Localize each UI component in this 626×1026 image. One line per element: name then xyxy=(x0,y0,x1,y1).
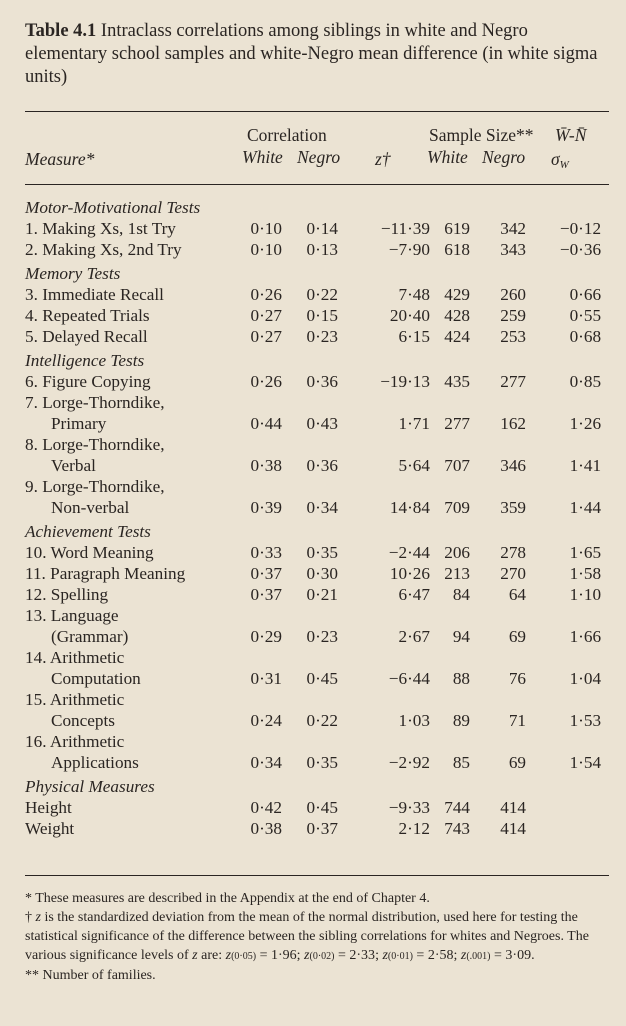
measure-label: 10. Word Meaning xyxy=(25,543,154,562)
n-negro: 76 xyxy=(508,669,526,688)
measure-label: Computation xyxy=(51,669,141,688)
table-row xyxy=(25,326,609,347)
table-row xyxy=(25,584,609,605)
measure-label: 15. Arithmetic xyxy=(25,690,125,709)
table-row xyxy=(25,818,609,839)
header-sigma-sub: W xyxy=(559,159,569,171)
section-header xyxy=(25,518,609,542)
z-value: 2·12 xyxy=(398,819,430,838)
measure-label: 2. Making Xs, 2nd Try xyxy=(25,240,182,259)
corr-negro: 0·36 xyxy=(306,372,338,391)
corr-white: 0·26 xyxy=(250,285,282,304)
corr-white: 0·27 xyxy=(250,327,282,346)
table-row xyxy=(25,239,609,260)
z-value: 6·15 xyxy=(398,327,430,346)
n-negro: 64 xyxy=(508,585,526,604)
z-value: 5·64 xyxy=(398,456,430,475)
measure-label: Concepts xyxy=(51,711,115,730)
n-negro: 71 xyxy=(508,711,526,730)
mean-diff: 0·66 xyxy=(569,285,602,304)
corr-negro: 0·23 xyxy=(306,627,338,646)
table-row-label-line xyxy=(25,392,609,413)
measure-label: 13. Language xyxy=(25,606,119,625)
n-white: 743 xyxy=(444,819,470,838)
section-title: Intelligence Tests xyxy=(25,351,145,370)
measure-label: 8. Lorge-Thorndike, xyxy=(25,435,165,454)
corr-white: 0·24 xyxy=(250,711,282,730)
header-correlation-negro: Negro xyxy=(297,147,341,167)
mean-diff: 0·68 xyxy=(569,327,602,346)
table-caption-text: Intraclass correlations among siblings in white and Negro elementary school samples and white-Negro mean difference (in white sigma units) xyxy=(25,21,598,87)
z-value: −2·44 xyxy=(388,543,430,562)
measure-label: 1. Making Xs, 1st Try xyxy=(25,219,176,238)
corr-negro: 0·37 xyxy=(306,819,338,838)
n-negro: 343 xyxy=(500,240,526,259)
corr-white: 0·37 xyxy=(250,564,282,583)
mean-diff: 1·66 xyxy=(569,627,602,646)
corr-negro: 0·22 xyxy=(306,285,338,304)
significance-level: z(0·02) = 2·33 xyxy=(304,948,376,963)
section-header xyxy=(25,773,609,797)
measure-label: Non-verbal xyxy=(51,498,130,517)
mean-diff: −0·36 xyxy=(559,240,602,259)
header-rule xyxy=(25,184,609,185)
corr-white: 0·31 xyxy=(250,669,282,688)
table-row xyxy=(25,710,609,731)
n-negro: 278 xyxy=(500,543,526,562)
corr-negro: 0·43 xyxy=(306,414,338,433)
z-value: 20·40 xyxy=(389,306,430,325)
z-value: −11·39 xyxy=(380,219,430,238)
footnotes xyxy=(25,889,609,985)
header-sample-negro: Negro xyxy=(482,147,526,167)
table-row-label-line xyxy=(25,605,609,626)
mean-diff: 0·85 xyxy=(569,372,602,391)
measure-label: (Grammar) xyxy=(51,627,129,646)
n-negro: 260 xyxy=(500,285,526,304)
mean-diff xyxy=(534,797,609,818)
header-mean-diff: W̄-N̄ xyxy=(555,125,587,145)
measure-label: Verbal xyxy=(51,456,96,475)
section-header xyxy=(25,260,609,284)
section-title: Achievement Tests xyxy=(25,522,151,541)
n-white: 435 xyxy=(444,372,470,391)
corr-white: 0·27 xyxy=(250,306,282,325)
section-header xyxy=(25,347,609,371)
z-value: −9·33 xyxy=(388,798,430,817)
z-value: −19·13 xyxy=(380,372,430,391)
z-value: −6·44 xyxy=(388,669,430,688)
header-sample-size: Sample Size** xyxy=(429,125,534,145)
significance-levels: z(0·05) = 1·96; z(0·02) = 2·33; z(0·01) = 2·58; z(.001) = 3·09. xyxy=(225,948,535,963)
corr-white: 0·38 xyxy=(250,456,282,475)
n-negro: 277 xyxy=(500,372,526,391)
corr-negro: 0·36 xyxy=(306,456,338,475)
mean-diff: 1·54 xyxy=(569,753,602,772)
footnote-z: † z is the standardized deviation from the mean of the normal distribution, used here for testing the statistical significance of the difference between the sibling correlations for whites and Negroes. The various significance levels of z are: z(0·05) = 1·96; z(0·02) = 2·33; z(0·01) = 2·58; z(.001) = 3·09. xyxy=(25,910,589,963)
table-row-label-line xyxy=(25,434,609,455)
header-sample-white: White xyxy=(427,147,468,167)
n-negro: 359 xyxy=(500,498,526,517)
corr-white: 0·42 xyxy=(250,798,282,817)
table-caption xyxy=(25,20,605,89)
header-sigma-symbol: σ xyxy=(551,149,560,169)
mean-diff: 1·53 xyxy=(569,711,602,730)
measure-label: Weight xyxy=(25,819,75,838)
n-negro: 162 xyxy=(500,414,526,433)
corr-white: 0·26 xyxy=(250,372,282,391)
mean-diff: 1·10 xyxy=(569,585,602,604)
table-row-label-line xyxy=(25,731,609,752)
measure-label: Height xyxy=(25,798,72,817)
significance-level: z(0·05) = 1·96 xyxy=(225,948,297,963)
corr-white: 0·39 xyxy=(250,498,282,517)
table-row xyxy=(25,752,609,773)
correlation-table xyxy=(25,197,609,839)
n-negro: 259 xyxy=(500,306,526,325)
z-value: 2·67 xyxy=(398,627,430,646)
corr-negro: 0·30 xyxy=(306,564,338,583)
n-white: 618 xyxy=(444,240,470,259)
corr-negro: 0·45 xyxy=(306,669,338,688)
corr-white: 0·29 xyxy=(250,627,282,646)
n-negro: 346 xyxy=(500,456,526,475)
measure-label: Primary xyxy=(51,414,107,433)
n-white: 89 xyxy=(452,711,470,730)
corr-negro: 0·45 xyxy=(306,798,338,817)
mean-diff: 1·41 xyxy=(569,456,602,475)
corr-negro: 0·22 xyxy=(306,711,338,730)
table-row-label-line xyxy=(25,689,609,710)
n-white: 744 xyxy=(444,798,470,817)
table-row xyxy=(25,284,609,305)
mean-diff: 1·44 xyxy=(569,498,602,517)
n-negro: 414 xyxy=(500,819,526,838)
footnote-measures: * These measures are described in the Appendix at the end of Chapter 4. xyxy=(25,891,430,906)
n-white: 85 xyxy=(452,753,470,772)
measure-label: 6. Figure Copying xyxy=(25,372,151,391)
table-row xyxy=(25,371,609,392)
n-white: 619 xyxy=(444,219,470,238)
measure-label: 12. Spelling xyxy=(25,585,109,604)
table-row-label-line xyxy=(25,476,609,497)
corr-negro: 0·35 xyxy=(306,753,338,772)
n-white: 94 xyxy=(452,627,470,646)
n-white: 424 xyxy=(444,327,470,346)
table-row xyxy=(25,305,609,326)
n-white: 277 xyxy=(444,414,470,433)
mean-diff: 1·26 xyxy=(569,414,602,433)
z-value: 7·48 xyxy=(398,285,430,304)
table-row xyxy=(25,413,609,434)
mean-diff: 1·65 xyxy=(569,543,602,562)
n-white: 84 xyxy=(452,585,470,604)
table-label: Table 4.1 xyxy=(25,21,97,41)
n-negro: 414 xyxy=(500,798,526,817)
section-title: Physical Measures xyxy=(25,777,155,796)
header-correlation-white: White xyxy=(242,147,283,167)
corr-white: 0·44 xyxy=(250,414,282,433)
measure-label: Applications xyxy=(51,753,139,772)
z-value: 14·84 xyxy=(389,498,430,517)
significance-level: z(.001) = 3·09 xyxy=(460,948,532,963)
n-white: 213 xyxy=(444,564,470,583)
table-row-label-line xyxy=(25,647,609,668)
measure-label: 16. Arithmetic xyxy=(25,732,125,751)
corr-negro: 0·23 xyxy=(306,327,338,346)
n-negro: 270 xyxy=(500,564,526,583)
n-negro: 69 xyxy=(508,627,526,646)
measure-label: 14. Arithmetic xyxy=(25,648,125,667)
corr-white: 0·37 xyxy=(250,585,282,604)
measure-label: 3. Immediate Recall xyxy=(25,285,164,304)
z-value: −2·92 xyxy=(388,753,430,772)
header-sigma xyxy=(551,148,569,176)
z-value: 1·03 xyxy=(398,711,430,730)
corr-white: 0·10 xyxy=(250,240,282,259)
n-white: 429 xyxy=(444,285,470,304)
table-row xyxy=(25,542,609,563)
corr-negro: 0·15 xyxy=(306,306,338,325)
n-white: 709 xyxy=(444,498,470,517)
corr-negro: 0·13 xyxy=(306,240,338,259)
bottom-rule xyxy=(25,875,609,876)
n-negro: 342 xyxy=(500,219,526,238)
measure-label: 4. Repeated Trials xyxy=(25,306,150,325)
top-rule xyxy=(25,111,609,112)
significance-level: z(0·01) = 2·58 xyxy=(382,948,454,963)
z-value: 1·71 xyxy=(398,414,430,433)
table-row xyxy=(25,497,609,518)
corr-white: 0·33 xyxy=(250,543,282,562)
section-title: Memory Tests xyxy=(25,264,121,283)
n-white: 428 xyxy=(444,306,470,325)
measure-label: 7. Lorge-Thorndike, xyxy=(25,393,165,412)
header-correlation: Correlation xyxy=(247,125,327,145)
corr-white: 0·34 xyxy=(250,753,282,772)
z-value: −7·90 xyxy=(388,240,430,259)
table-row xyxy=(25,626,609,647)
mean-diff xyxy=(534,818,609,839)
section-title: Motor-Motivational Tests xyxy=(25,198,201,217)
footnote-families: ** Number of families. xyxy=(25,968,156,983)
measure-label: 11. Paragraph Meaning xyxy=(25,564,186,583)
n-white: 206 xyxy=(444,543,470,562)
n-white: 88 xyxy=(452,669,470,688)
z-value: 6·47 xyxy=(398,585,430,604)
corr-white: 0·38 xyxy=(250,819,282,838)
n-white: 707 xyxy=(444,456,470,475)
mean-diff: 0·55 xyxy=(569,306,602,325)
corr-negro: 0·14 xyxy=(306,219,338,238)
measure-label: 5. Delayed Recall xyxy=(25,327,148,346)
n-negro: 69 xyxy=(508,753,526,772)
table-row xyxy=(25,797,609,818)
table-row xyxy=(25,563,609,584)
corr-negro: 0·35 xyxy=(306,543,338,562)
z-value: 10·26 xyxy=(389,564,430,583)
mean-diff: 1·58 xyxy=(569,564,602,583)
corr-white: 0·10 xyxy=(250,219,282,238)
n-negro: 253 xyxy=(500,327,526,346)
header-measure: Measure* xyxy=(25,149,95,169)
mean-diff: 1·04 xyxy=(569,669,602,688)
corr-negro: 0·21 xyxy=(306,585,338,604)
section-header xyxy=(25,197,609,218)
table-row xyxy=(25,668,609,689)
table-row xyxy=(25,218,609,239)
table-row xyxy=(25,455,609,476)
corr-negro: 0·34 xyxy=(306,498,338,517)
measure-label: 9. Lorge-Thorndike, xyxy=(25,477,165,496)
mean-diff: −0·12 xyxy=(559,219,602,238)
header-z: z† xyxy=(375,149,391,169)
